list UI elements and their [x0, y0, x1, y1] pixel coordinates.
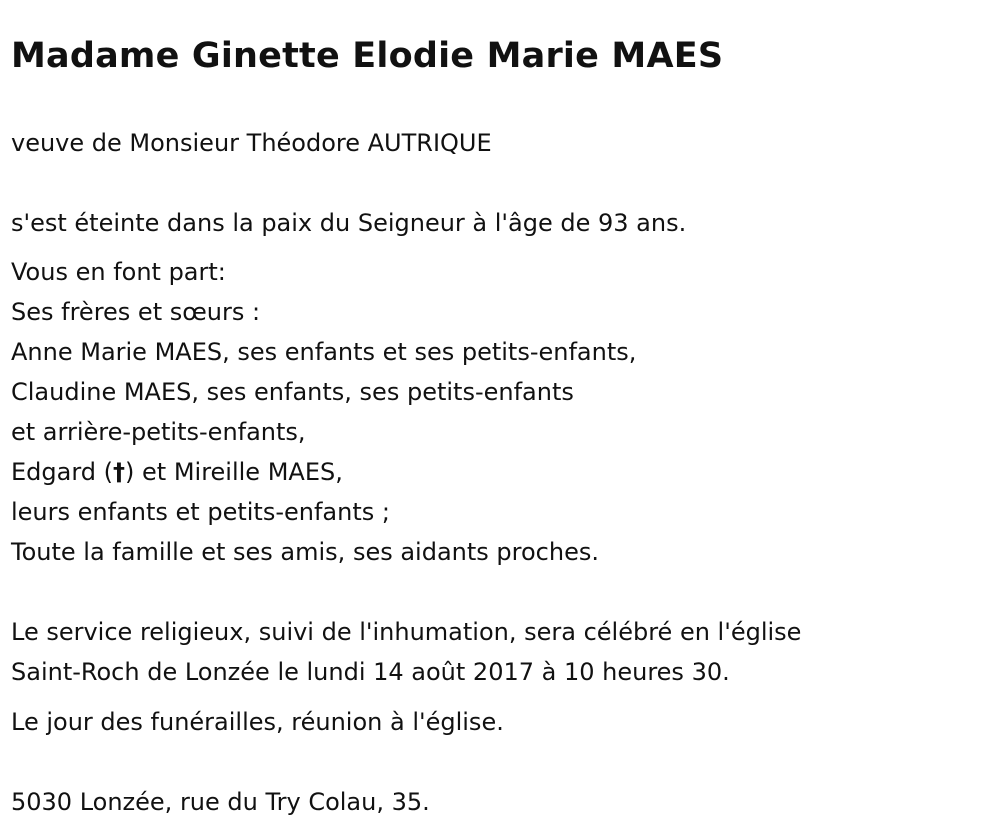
deceased-name-title: Madame Ginette Elodie Marie MAES — [11, 36, 724, 76]
family-line-siblings: Ses frères et sœurs : — [11, 298, 261, 326]
family-line-whole-family: Toute la famille et ses amis, ses aidants proches. — [11, 538, 599, 566]
address-line: 5030 Lonzée, rue du Try Colau, 35. — [11, 788, 430, 816]
cross-icon: † — [113, 458, 126, 486]
mireille-text: ) et Mireille MAES, — [125, 458, 343, 486]
edgard-text: Edgard ( — [11, 458, 114, 486]
family-line-their-children: leurs enfants et petits-enfants ; — [11, 498, 390, 526]
family-line-great-grandchildren: et arrière-petits-enfants, — [11, 418, 306, 446]
family-line-edgard-mireille — [11, 457, 343, 487]
family-line-anne-marie: Anne Marie MAES, ses enfants et ses petits-enfants, — [11, 338, 637, 366]
service-line-1: Le service religieux, suivi de l'inhumation, sera célébré en l'église — [11, 618, 802, 646]
gathering-line: Le jour des funérailles, réunion à l'église. — [11, 708, 504, 736]
family-line-claudine: Claudine MAES, ses enfants, ses petits-enfants — [11, 378, 574, 406]
passed-away-line: s'est éteinte dans la paix du Seigneur à l'âge de 93 ans. — [11, 209, 687, 237]
service-line-2: Saint-Roch de Lonzée le lundi 14 août 2017 à 10 heures 30. — [11, 658, 730, 686]
announce-intro-line: Vous en font part: — [11, 258, 226, 286]
widow-of-line: veuve de Monsieur Théodore AUTRIQUE — [11, 129, 492, 157]
